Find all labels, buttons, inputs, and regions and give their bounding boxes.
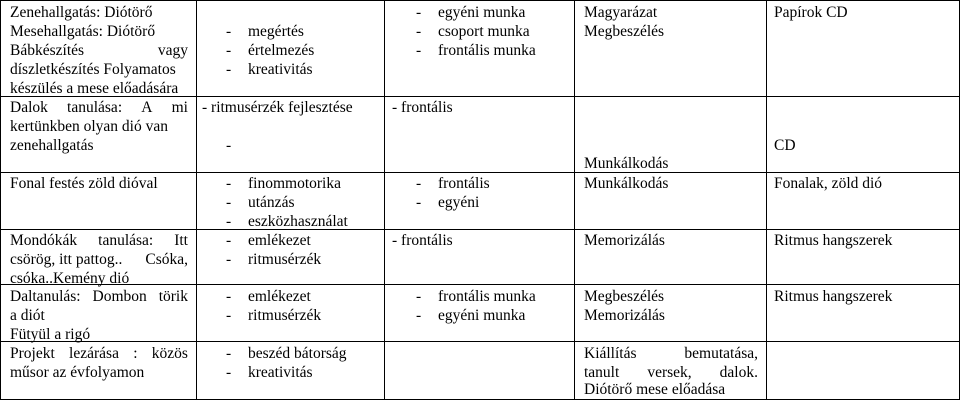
activity-item: Megbeszélés — [584, 23, 665, 40]
topic-line: Zenehallgatás: Diótörő — [10, 4, 153, 21]
method-item: - egyéni munka — [416, 4, 526, 21]
skill-item: - ritmusérzék — [226, 307, 322, 324]
topic-word: Mondókák — [10, 232, 78, 249]
topic-word: Daltanulás: — [10, 288, 81, 305]
method-item: - frontális munka — [416, 42, 536, 59]
skill-item: - utánzás — [226, 194, 295, 211]
topic-line: zenehallgatás — [10, 137, 94, 154]
column-divider — [574, 0, 575, 400]
activity-word: tanult — [584, 364, 620, 381]
activity-item: Munkálkodás — [584, 155, 669, 172]
activity-item: Diótörő mese előadása — [584, 381, 726, 398]
method-item: - frontális — [416, 175, 490, 192]
tool-item: Papírok CD — [774, 4, 848, 21]
method-item: - frontális munka — [416, 288, 536, 305]
activity-word: dalok. — [719, 364, 758, 381]
skill-item: - kreativitás — [226, 61, 313, 78]
row-divider — [0, 0, 960, 1]
activity-line-justified — [584, 344, 758, 363]
topic-word: vagy — [157, 42, 188, 59]
topic-line: csóka..Kemény dió — [10, 270, 130, 287]
tool-item: Ritmus hangszerek — [774, 232, 893, 249]
topic-word: Projekt — [10, 345, 55, 362]
topic-line-justified — [10, 98, 188, 117]
row-divider — [0, 229, 960, 230]
topic-line: Fütyül a rigó — [10, 326, 91, 343]
skill-item: - értelmezés — [226, 42, 315, 59]
tool-item: Fonalak, zöld dió — [774, 175, 883, 192]
row-divider — [0, 341, 960, 342]
skill-item: - emlékezet — [226, 288, 311, 305]
topic-word: Itt — [174, 232, 188, 249]
method-item: - frontális — [392, 99, 453, 116]
topic-line: díszletkészítés Folyamatos — [10, 61, 176, 78]
topic-word: Dombon — [92, 288, 147, 305]
skill-item: - megértés — [226, 23, 304, 40]
skill-item: - emlékezet — [226, 232, 311, 249]
skill-item: - finommotorika — [226, 175, 341, 192]
topic-line-justified — [10, 41, 188, 60]
topic-line: kertünkben olyan dió van — [10, 118, 168, 135]
topic-word: Bábkészítés — [10, 42, 85, 59]
topic-line: Mesehallgatás: Diótörő — [10, 23, 156, 40]
topic-line-justified — [10, 287, 188, 306]
topic-word: lezárása — [69, 345, 119, 362]
topic-word: Dalok — [10, 99, 48, 116]
method-item: - csoport munka — [416, 23, 530, 40]
activity-word: bemutatása, — [684, 345, 758, 362]
skill-item: - eszközhasználat — [226, 213, 348, 230]
topic-line-justified — [10, 344, 188, 363]
skill-item: - kreativitás — [226, 364, 313, 381]
topic-word: tanulása: — [67, 99, 123, 116]
tool-item: CD — [774, 137, 796, 154]
row-divider — [0, 284, 960, 285]
activity-item: Megbeszélés — [584, 288, 665, 305]
topic-line: készülés a mese előadására — [10, 80, 179, 97]
method-item: - frontális — [392, 232, 453, 249]
row-divider — [0, 172, 960, 173]
topic-line: Fonal festés zöld dióval — [10, 175, 158, 192]
topic-word: tanulása: — [98, 232, 154, 249]
topic-word: Csóka, — [145, 251, 188, 268]
activity-item: Magyarázat — [584, 4, 658, 21]
topic-line-justified — [10, 231, 188, 250]
topic-word: : — [133, 345, 138, 362]
method-item: - egyéni — [416, 194, 480, 211]
activity-item: Memorizálás — [584, 307, 665, 324]
skill-item: - ritmusérzék fejlesztése — [202, 99, 353, 116]
topic-word: törik — [158, 288, 188, 305]
skill-item: - — [226, 137, 232, 154]
topic-word: közös — [151, 345, 188, 362]
column-divider — [384, 0, 385, 400]
column-divider — [0, 0, 1, 400]
method-item: - egyéni munka — [416, 307, 526, 324]
activity-word: versek, — [647, 364, 692, 381]
topic-line: műsor az évfolyamon — [10, 364, 145, 381]
topic-word: mi — [171, 99, 188, 116]
topic-line-justified — [10, 250, 188, 269]
activity-word: Kiállítás — [584, 345, 637, 362]
topic-word: csörög, itt pattog.. — [10, 251, 123, 268]
tool-item: Ritmus hangszerek — [774, 288, 893, 305]
topic-line: a diót — [10, 307, 45, 324]
activity-item: Munkálkodás — [584, 175, 669, 192]
skill-item: - ritmusérzék — [226, 251, 322, 268]
topic-word: A — [141, 99, 153, 116]
activity-item: Memorizálás — [584, 232, 665, 249]
column-divider — [196, 0, 197, 400]
column-divider — [766, 0, 767, 400]
skill-item: - beszéd bátorság — [226, 345, 347, 362]
